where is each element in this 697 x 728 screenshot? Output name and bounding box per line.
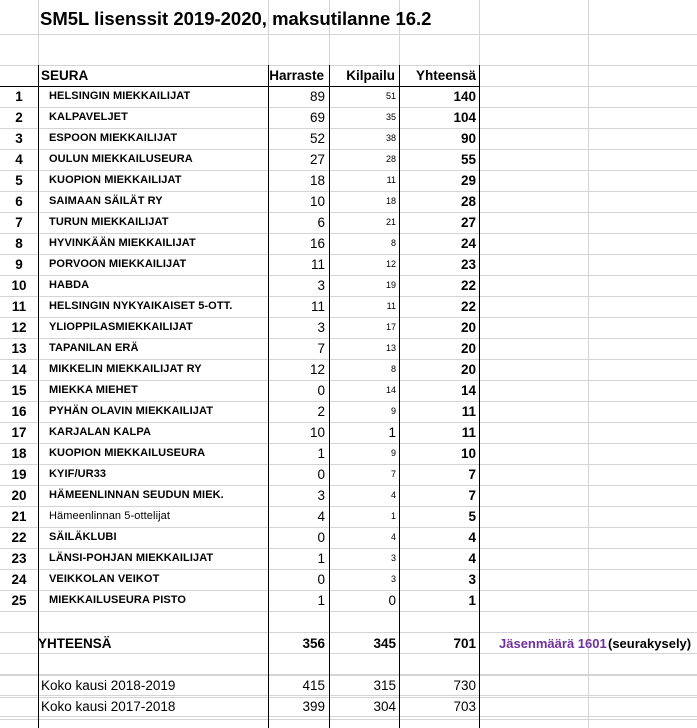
yhteensa-value: 90 [460,131,476,146]
club-name: KALPAVELJET [49,111,128,123]
row-number: 10 [11,278,27,293]
club-name: KUOPION MIEKKAILUSEURA [49,447,206,459]
yhteensa-value: 11 [461,425,476,440]
kilpailu-value: 4 [390,532,396,542]
column-header-seura: SEURA [41,68,89,83]
grid-line-horizontal [0,611,697,612]
harraste-value: 4 [317,509,325,524]
row-number: 18 [11,446,27,461]
harraste-value: 10 [309,194,325,209]
harraste-value: 89 [309,89,325,104]
club-name: HABDA [49,279,90,291]
kilpailu-value: 12 [385,259,396,269]
row-number: 25 [11,593,27,608]
yhteensa-value: 24 [460,236,476,251]
season-kilpailu: 304 [373,699,396,714]
club-name: YLIOPPILASMIEKKAILIJAT [49,321,193,333]
harraste-value: 3 [317,278,325,293]
total-yhteensa: 701 [453,636,476,651]
yhteensa-value: 29 [460,173,476,188]
yhteensa-value: 22 [460,278,476,293]
grid-line-vertical [588,0,589,728]
club-name: ESPOON MIEKKAILIJAT [49,132,178,144]
harraste-value: 6 [317,215,325,230]
harraste-value: 0 [317,530,325,545]
club-name: Hämeenlinnan 5-ottelijat [49,510,171,522]
kilpailu-value: 11 [386,175,396,185]
kilpailu-value: 1 [390,511,396,521]
yhteensa-value: 11 [461,404,476,419]
club-name: TURUN MIEKKAILIJAT [49,216,169,228]
club-name: HELSINGIN NYKYAIKAISET 5-OTT. [49,300,233,312]
kilpailu-value: 17 [385,322,396,332]
row-number: 17 [11,425,27,440]
kilpailu-value: 38 [385,133,396,143]
kilpailu-value: 8 [390,238,396,248]
harraste-value: 7 [317,341,325,356]
club-name: LÄNSI-POHJAN MIEKKAILIJAT [49,552,214,564]
row-number: 8 [15,236,23,251]
yhteensa-value: 1 [468,593,476,608]
kilpailu-value: 19 [385,280,396,290]
harraste-value: 16 [309,236,325,251]
grid-line-horizontal [0,34,697,35]
yhteensa-value: 4 [468,530,476,545]
harraste-value: 3 [317,320,325,335]
total-label: YHTEENSÄ [38,636,112,651]
kilpailu-value: 1 [388,425,396,440]
kilpailu-value: 3 [390,574,396,584]
harraste-value: 2 [317,404,325,419]
harraste-value: 12 [309,362,325,377]
club-name: VEIKKOLAN VEIKOT [49,573,160,585]
yhteensa-value: 4 [468,551,476,566]
club-name: KYIF/UR33 [49,468,107,480]
yhteensa-value: 7 [468,488,476,503]
row-number: 23 [11,551,27,566]
club-name: HELSINGIN MIEKKAILIJAT [49,90,191,102]
kilpailu-value: 3 [390,553,396,563]
season-harraste: 399 [302,699,325,714]
row-number: 15 [11,383,27,398]
club-name: OULUN MIEKKAILUSEURA [49,153,193,165]
kilpailu-value: 14 [385,385,396,395]
harraste-value: 0 [317,383,325,398]
row-number: 22 [11,530,27,545]
yhteensa-value: 5 [468,509,476,524]
row-number: 13 [11,341,27,356]
kilpailu-value: 0 [388,593,396,608]
member-count-note: Jäsenmäärä 1601 [499,636,607,651]
kilpailu-value: 21 [385,217,396,227]
column-header-kilpailu: Kilpailu [346,68,395,83]
harraste-value: 27 [309,152,325,167]
season-kilpailu: 315 [373,678,396,693]
club-name: MIEKKAILUSEURA PISTO [49,594,187,606]
row-number: 20 [11,488,27,503]
kilpailu-value: 28 [385,154,396,164]
harraste-value: 0 [317,467,325,482]
grid-line-horizontal [0,719,697,720]
row-number: 2 [15,110,23,125]
harraste-value: 3 [317,488,325,503]
column-header-yhteensa: Yhteensä [415,68,476,83]
yhteensa-value: 140 [453,89,476,104]
row-number: 9 [15,257,23,272]
row-number: 5 [15,173,23,188]
total-harraste: 356 [302,636,325,651]
harraste-value: 11 [310,257,325,272]
yhteensa-value: 28 [460,194,476,209]
yhteensa-value: 20 [460,362,476,377]
harraste-value: 0 [317,572,325,587]
season-yhteensa: 703 [453,699,476,714]
kilpailu-value: 35 [385,112,396,122]
row-number: 1 [15,89,23,104]
yhteensa-value: 3 [468,572,476,587]
season-label: Koko kausi 2018-2019 [41,678,176,693]
column-header-harraste: Harraste [269,68,324,83]
kilpailu-value: 8 [390,364,396,374]
yhteensa-value: 55 [460,152,476,167]
table-border-vertical [479,65,480,728]
club-name: SAIMAAN SÄILÄT RY [49,195,163,207]
kilpailu-value: 51 [385,91,396,101]
row-number: 21 [11,509,27,524]
row-number: 4 [15,152,23,167]
club-name: PYHÄN OLAVIN MIEKKAILIJAT [49,405,214,417]
kilpailu-value: 9 [390,406,396,416]
club-name: KARJALAN KALPA [49,426,152,438]
yhteensa-value: 20 [460,341,476,356]
club-name: HÄMEENLINNAN SEUDUN MIEK. [49,489,224,501]
club-name: KUOPION MIEKKAILIJAT [49,174,182,186]
row-number: 16 [11,404,27,419]
table-border-vertical [38,65,39,728]
yhteensa-value: 23 [460,257,476,272]
club-name: TAPANILAN ERÄ [49,342,139,354]
member-count-source: (seurakysely) [608,636,692,651]
harraste-value: 1 [317,593,325,608]
harraste-value: 1 [317,446,325,461]
row-number: 7 [15,215,23,230]
harraste-value: 69 [309,110,325,125]
total-kilpailu: 345 [373,636,396,651]
yhteensa-value: 10 [460,446,476,461]
season-label: Koko kausi 2017-2018 [41,699,176,714]
club-name: HYVINKÄÄN MIEKKAILIJAT [49,237,196,249]
club-name: MIEKKA MIEHET [49,384,138,396]
yhteensa-value: 22 [460,299,476,314]
row-number: 19 [11,467,27,482]
sheet-title: SM5L lisenssit 2019-2020, maksutilanne 16.2 [40,8,432,29]
yhteensa-value: 27 [460,215,476,230]
kilpailu-value: 18 [385,196,396,206]
kilpailu-value: 7 [390,469,396,479]
yhteensa-value: 104 [453,110,476,125]
row-number: 24 [11,572,27,587]
club-name: MIKKELIN MIEKKAILIJAT RY [49,363,202,375]
yhteensa-value: 7 [468,467,476,482]
row-number: 11 [11,299,27,314]
row-number: 3 [15,131,23,146]
kilpailu-value: 13 [385,343,396,353]
harraste-value: 1 [317,551,325,566]
harraste-value: 18 [309,173,325,188]
kilpailu-value: 4 [390,490,396,500]
yhteensa-value: 20 [460,320,476,335]
club-name: PORVOON MIEKKAILIJAT [49,258,187,270]
kilpailu-value: 9 [390,448,396,458]
season-yhteensa: 730 [453,678,476,693]
row-number: 6 [15,194,23,209]
club-name: SÄILÄKLUBI [49,531,117,543]
harraste-value: 11 [310,299,325,314]
season-harraste: 415 [302,678,325,693]
row-number: 14 [11,362,27,377]
harraste-value: 52 [309,131,325,146]
yhteensa-value: 14 [460,383,476,398]
harraste-value: 10 [309,425,325,440]
kilpailu-value: 11 [386,301,396,311]
row-number: 12 [11,320,27,335]
